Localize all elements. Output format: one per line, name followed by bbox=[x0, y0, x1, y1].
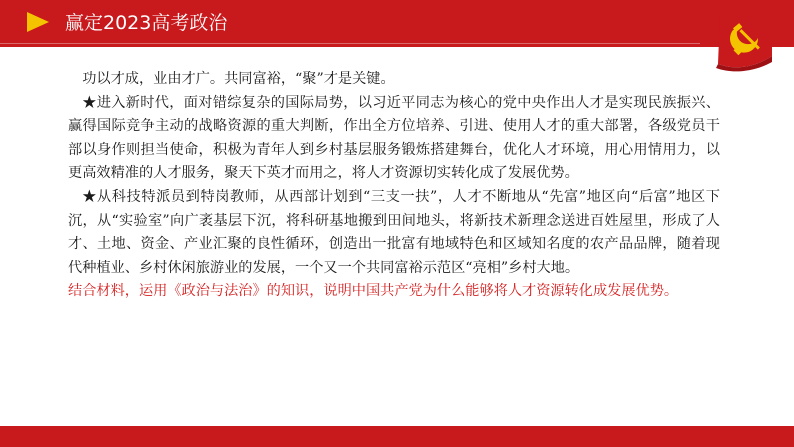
header-bar bbox=[0, 0, 794, 47]
hammer-sickle-emblem-icon bbox=[714, 8, 774, 72]
material-intro: 功以才成，业由才广。共同富裕，“聚”才是关键。 bbox=[82, 71, 395, 87]
header-divider bbox=[0, 43, 700, 44]
triangle-right-icon bbox=[27, 12, 49, 32]
material-point-1: ★进入新时代，面对错综复杂的国际局势，以习近平同志为核心的党中央作出人才是实现民族振兴、赢得国际竞争主动的战略资源的重大判断，作出全方位培养、引进、使用人才的重大部署，各级党员干部以身作则担当使命，积极为青年人到乡村基层服务锻炼搭建舞台，优化人才环境，用心用情用力，以更高效精准的人才服务，聚天下英才而用之，将人才资源切实转化成了发展优势。 bbox=[68, 94, 720, 182]
material-point-2: ★从科技特派员到特岗教师，从西部计划到“三支一扶”，人才不断地从“先富”地区向“后富”地区下沉，从“实验室”向广袤基层下沉，将科研基地搬到田间地头，将新技术新理念送进百姓屋里，形成了人才、土地、资金、产业汇聚的良性循环，创造出一批富有地域特色和区域知名度的农产品品牌，随着现代种植业、乡村休闲旅游业的发展，一个又一个共同富裕示范区“亮相”乡村大地。 bbox=[68, 188, 720, 276]
question-prompt: 结合材料，运用《政治与法治》的知识，说明中国共产党为什么能够将人才资源转化成发展优势。 bbox=[68, 283, 679, 300]
page-title: 赢定2023高考政治 bbox=[65, 12, 228, 34]
material-text bbox=[68, 68, 720, 304]
footer-bar bbox=[0, 426, 794, 447]
